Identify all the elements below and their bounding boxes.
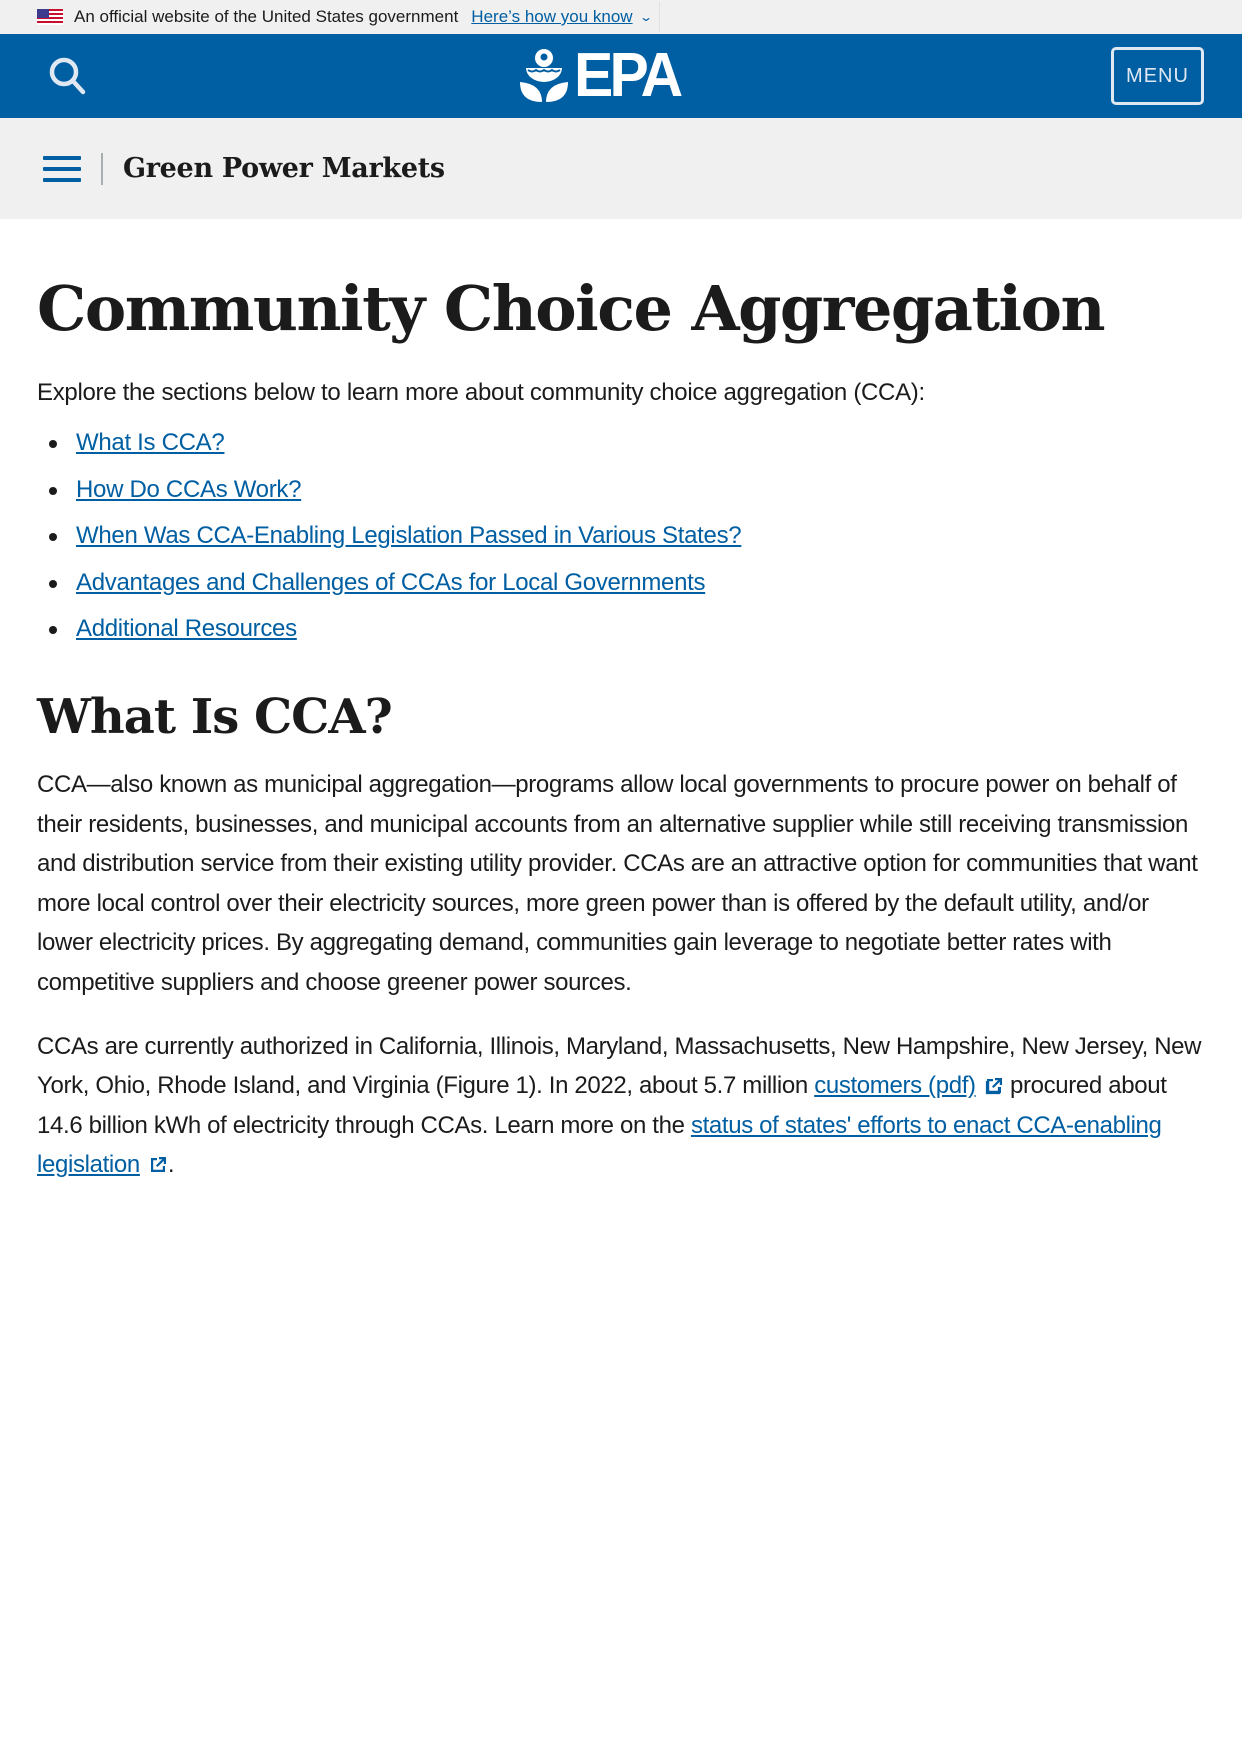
menu-button[interactable]: MENU bbox=[1111, 47, 1204, 105]
gov-banner bbox=[0, 0, 1242, 34]
state-legislation-link[interactable]: status of states' efforts to enact CCA-enabling legislation bbox=[37, 1111, 1162, 1179]
epa-logo[interactable] bbox=[516, 41, 696, 110]
toc-link-additional-resources[interactable]: Additional Resources bbox=[76, 615, 297, 642]
paragraph-text: CCAs are currently authorized in California, Illinois, Maryland, Massachusetts, New Hampshire, New Jersey, New York, Ohio, Rhode Island, and Virginia (Figure 1). In 2022, about 5.7 million bbox=[37, 1032, 1202, 1100]
table-of-contents bbox=[37, 425, 1205, 647]
subnav-bar bbox=[0, 118, 1242, 219]
gov-banner-text: An official website of the United States government bbox=[74, 7, 459, 26]
customers-pdf-link[interactable]: customers (pdf) bbox=[814, 1072, 976, 1100]
section-paragraph-2 bbox=[37, 1027, 1205, 1185]
site-title-link[interactable]: Green Power Markets bbox=[123, 153, 445, 184]
chevron-down-icon[interactable]: ⌄ bbox=[638, 10, 653, 24]
toc-item bbox=[37, 565, 1205, 601]
paragraph-text: procured about 14.6 billion kWh of electricity through CCAs. Learn more on the bbox=[37, 1072, 1167, 1139]
how-you-know-toggle[interactable] bbox=[458, 2, 659, 32]
external-link-icon[interactable] bbox=[148, 1155, 168, 1175]
toc-item bbox=[37, 472, 1205, 508]
toc-item bbox=[37, 611, 1205, 647]
site-header bbox=[0, 34, 1242, 118]
section-title: What Is CCA? bbox=[37, 689, 392, 745]
us-flag-icon bbox=[37, 9, 63, 25]
section-paragraph-1: CCA—also known as municipal aggregation—programs allow local governments to procure power on behalf of their residents, businesses, and municipal accounts from an alternative supplier while still receiving transmission and distribution service from their existing utility provider. CCAs are an attractive option for communities that want more local control over their electricity sources, more green power than is offered by the default utility, and/or lower electricity prices. By aggregating demand, communities gain leverage to negotiate better rates with competitive suppliers and choose greener power sources. bbox=[37, 771, 1198, 996]
search-icon[interactable] bbox=[46, 54, 90, 98]
page-title: Community Choice Aggregation bbox=[37, 272, 1105, 345]
paragraph-text: . bbox=[167, 1151, 175, 1179]
how-you-know-link[interactable]: Here’s how you know bbox=[471, 7, 633, 26]
toc-link-advantages[interactable]: Advantages and Challenges of CCAs for Local Governments bbox=[76, 568, 706, 596]
hamburger-icon[interactable] bbox=[43, 156, 81, 182]
toc-link-how-do-ccas-work[interactable]: How Do CCAs Work? bbox=[76, 475, 302, 503]
search-button[interactable] bbox=[46, 54, 90, 98]
toc-link-what-is-cca[interactable]: What Is CCA? bbox=[76, 429, 225, 456]
toc-item bbox=[37, 425, 1205, 461]
epa-flower-logo-icon bbox=[516, 48, 572, 104]
intro-text: Explore the sections below to learn more about community choice aggregation (CCA): bbox=[37, 379, 925, 406]
epa-wordmark: EPA bbox=[574, 41, 680, 110]
toc-link-legislation[interactable]: When Was CCA-Enabling Legislation Passed in Various States? bbox=[76, 522, 742, 549]
toc-item bbox=[37, 518, 1205, 554]
subnav-divider bbox=[101, 153, 103, 185]
main-content bbox=[0, 271, 1242, 1185]
external-link-icon[interactable] bbox=[984, 1076, 1004, 1096]
